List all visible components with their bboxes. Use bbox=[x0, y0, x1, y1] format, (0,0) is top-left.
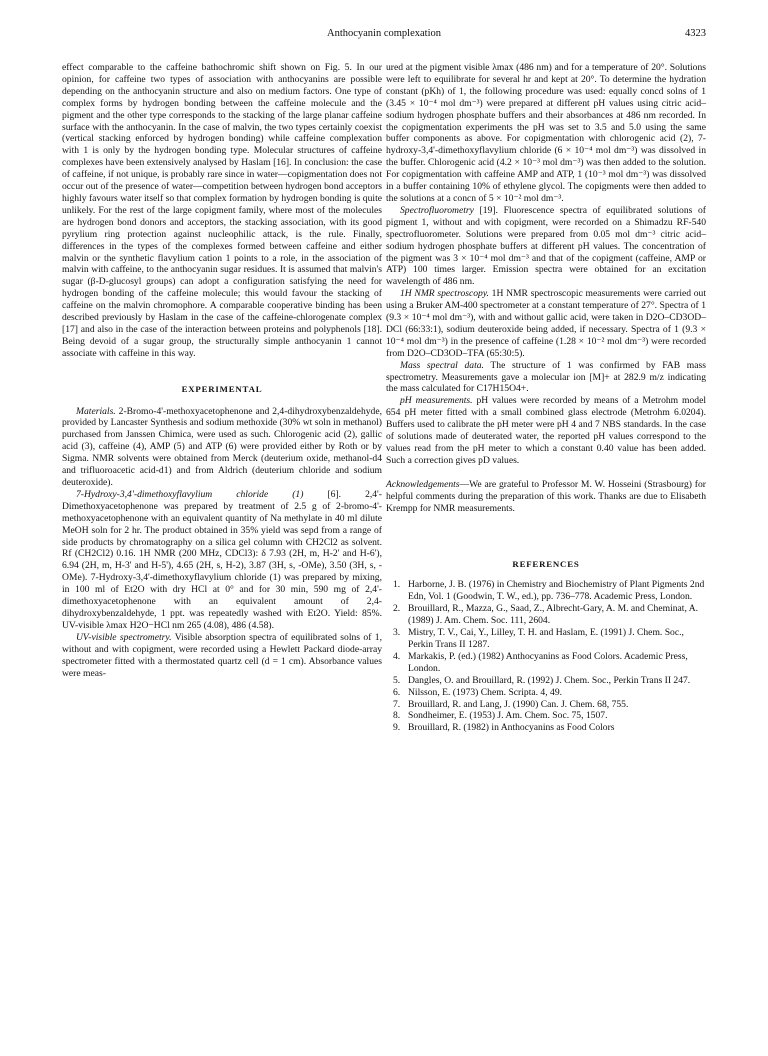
ph-lead: pH measurements. bbox=[400, 395, 473, 407]
reference-number: 5. bbox=[393, 674, 401, 686]
reference-text: Sondheimer, E. (1953) J. Am. Chem. Soc. 75, 1507. bbox=[408, 710, 608, 722]
right-column bbox=[386, 62, 706, 734]
reference-list bbox=[386, 579, 706, 734]
page-number: 4323 bbox=[685, 28, 706, 39]
materials-text: 2-Bromo-4'-methoxyacetophenone and 2,4-dihydroxybenzaldehyde, provided by Lancaster Synthesis and sodium methoxide (30% wt soln in methanol) purchased from Janssen Chimica, were used as such. Chlorogenic acid (2), gallic acid (3), caffeine (4), AMP (5) and ATP (6) were provided either by Roth or by Sigma. NMR solvents were obtained from Merck (deuterium oxide, methanol-d4 and trifluoroacetic acid-d1) and from Aldrich (deuterium chloride and sodium deuteroxide). bbox=[62, 405, 382, 488]
reference-number: 8. bbox=[393, 710, 401, 722]
reference-text: Nilsson, E. (1973) Chem. Scripta. 4, 49. bbox=[408, 686, 563, 698]
reference-item bbox=[386, 687, 706, 699]
experimental-heading: EXPERIMENTAL bbox=[181, 383, 263, 394]
reference-number: 1. bbox=[393, 579, 401, 591]
reference-number: 9. bbox=[393, 722, 401, 734]
discussion-paragraph: effect comparable to the caffeine bathochromic shift shown on Fig. 5. In our opinion, for caffeine two types of association with anthocyanins are possible depending on the anthocyanin structure and also on medium factors. One type of complex forms by hydrogen bonding between the caffeine molecule and the pigment and the other type corresponds to the stacking of the large planar caffeine surface with the anthocyanin. In the case of malvin, the two types certainly coexist (vertical stacking enforced by hydrogen bonding) while caffeine complexation with 1 is only by the hydrogen bonding type. Molecular structures of caffeine complexes have been extensively analysed by Haslam [16]. In conclusion: the case of caffeine, if not unique, is probably rare since in water—copigmentation does not occur out of the presence of water—competition between hydrogen bond acceptors highly favours water itself so that complex formation by hydrogen bonding is quite unlikely. For the rest of the large copigment family, where most of the molecules are hydrogen bond donors and acceptors, the stacking association, with its good pyrylium ring protection against nucleophilic attack, is the rule. Finally, differences in the types of the complexes formed between caffeine and either malvin or the synthetic flavylium cation 1 points to a role, in the association of malvin with caffeine, to the anthocyanin sugar residues. It is assumed that malvin's sugar (β-D-glucosyl groups) can adopt a configuration satisfying the need for hydrogen bonding of the caffeine molecule; this would favour the stacking of caffeine on the malvin chromophore. A comparable cooperative binding has been described previously by Haslam in the case of the caffeine-chlorogenate complex [17] and also in the case of the interaction between proteins and polyphenols [18]. Being devoid of a sugar group, the structurally simple anthocyanin 1 cannot associate with caffeine in this way. bbox=[62, 62, 382, 359]
reference-text: Brouillard, R. (1982) in Anthocyanins as Food Colors bbox=[408, 722, 615, 734]
acknowledgements-paragraph bbox=[386, 479, 706, 515]
reference-item bbox=[386, 710, 706, 722]
nmr-paragraph bbox=[386, 288, 706, 359]
reference-number: 6. bbox=[393, 686, 401, 698]
reference-text: Dangles, O. and Brouillard, R. (1992) J. Chem. Soc., Perkin Trans II 247. bbox=[408, 674, 691, 686]
running-header bbox=[62, 28, 706, 44]
fluorometry-lead: Spectrofluorometry bbox=[400, 204, 474, 216]
acknowledgements-text: —We are grateful to Professor M. W. Hosseini (Strasbourg) for helpful comments during the preparation of this work. Thanks are due to Elisabeth Krempp for NMR measurements. bbox=[386, 478, 706, 514]
reference-number: 7. bbox=[393, 698, 401, 710]
reference-number: 2. bbox=[393, 603, 401, 615]
uv-paragraph bbox=[62, 632, 382, 680]
acknowledgements-lead: Acknowledgements bbox=[386, 478, 460, 490]
uv-continuation-paragraph: ured at the pigment visible λmax (486 nm) and for a temperature of 20°. Solutions were left to equilibrate for several hr and kept at 20°. To determine the hydration constant (pKh) of 1, the following procedure was used: equally concd solns of 1 (3.45 × 10⁻⁴ mol dm⁻³) were prepared at different pH values using citric acid–sodium hydrogen phosphate buffers and their absorbances at 486 nm recorded. In the copigmentation experiments the pH was set to 3.5 and 5.0 using the same buffer components as above. For copigmentation with chlorogenic acid (2), 7-hydroxy-3,4'-dimethoxyflavylium chloride (6 × 10⁻⁴ mol dm⁻³) was dissolved in the buffer. Chlorogenic acid (4.2 × 10⁻³ mol dm⁻³) was then added to the solution. For copigmentation with caffeine AMP and ATP, 1 (10⁻³ mol dm⁻³) was dissolved in a buffer containing 10% of ethylene glycol. The copigments were then added to the solutions at a concn of 5 × 10⁻² mol dm⁻³. bbox=[386, 62, 706, 204]
reference-item bbox=[386, 603, 706, 627]
nmr-text: 1H NMR spectroscopic measurements were carried out using a Bruker AM-400 spectrometer at a constant temperature of 27°. Spectra of 1 (9.3 × 10⁻⁴ mol dm⁻³), with and without gallic acid, were taken in D2O–CD3OD–DCl (66:33:1), sodium deuteroxide being added, if necessary. Spectra of 1 (9.3 × 10⁻⁴ mol dm⁻³) in the presence of caffeine (1.28 × 10⁻² mol dm⁻³) were recorded from D2O–CD3OD–TFA (65:30:5). bbox=[386, 288, 706, 359]
reference-number: 4. bbox=[393, 650, 401, 662]
reference-item bbox=[386, 675, 706, 687]
reference-item bbox=[386, 579, 706, 603]
uv-lead: UV-visible spectrometry. bbox=[76, 631, 172, 643]
references-heading: REFERENCES bbox=[512, 558, 580, 569]
fluorometry-paragraph bbox=[386, 205, 706, 288]
uv-text: Visible absorption spectra of equilibrated solns of 1, without and with copigment, were recorded using a Hewlett Packard diode-array spectrometer fitted with a thermostated quartz cell (d = 1 cm). Absorbance values were meas- bbox=[62, 631, 382, 679]
left-column bbox=[62, 62, 382, 679]
reference-item bbox=[386, 651, 706, 675]
materials-paragraph bbox=[62, 406, 382, 489]
reference-text: Markakis, P. (ed.) (1982) Anthocyanins as Food Colors. Academic Press, London. bbox=[408, 650, 688, 674]
reference-number: 3. bbox=[393, 627, 401, 639]
materials-lead: Materials. bbox=[76, 405, 116, 417]
reference-item bbox=[386, 699, 706, 711]
ph-paragraph bbox=[386, 395, 706, 466]
mass-paragraph bbox=[386, 360, 706, 396]
synthesis-paragraph bbox=[62, 489, 382, 632]
reference-text: Brouillard, R., Mazza, G., Saad, Z., Albrecht-Gary, A. M. and Cheminat, A. (1989) J. Am. Chem. Soc. 111, 2604. bbox=[408, 603, 699, 627]
synthesis-lead: 7-Hydroxy-3,4'-dimethoxyflavylium chloride (1) bbox=[76, 488, 304, 500]
mass-text: The structure of 1 was confirmed by FAB mass spectrometry. Measurements gave a molecular ion [M]+ at 282.9 m/z indicating the mass calculated for C17H15O4+. bbox=[386, 359, 706, 395]
reference-item bbox=[386, 627, 706, 651]
nmr-lead: 1H NMR spectroscopy. bbox=[400, 288, 489, 300]
reference-text: Mistry, T. V., Cai, Y., Lilley, T. H. and Haslam, E. (1991) J. Chem. Soc., Perkin Trans II 1287. bbox=[408, 627, 684, 650]
mass-lead: Mass spectral data. bbox=[400, 359, 484, 371]
reference-text: Harborne, J. B. (1976) in Chemistry and Biochemistry of Plant Pigments 2nd Edn, Vol. 1 (Goodwin, T. W., ed.), pp. 736–778. Academic Press, London. bbox=[408, 579, 705, 603]
reference-text: Brouillard, R. and Lang, J. (1990) Can. J. Chem. 68, 755. bbox=[408, 698, 629, 710]
synthesis-text: [6]. 2,4'-Dimethoxyacetophenone was prepared by treatment of 2.5 g of 2-bromo-4'-methoxyacetophenone with an equivalent quantity of Na methylate in 40 ml dilute MeOH soln for 2 hr. The product obtained in 35% yield was sepd from a range of side products by chromatography on a silica gel column with CH2Cl2 as solvent. Rf (CH2Cl2) 0.16. 1H NMR (200 MHz, CDCl3): δ 7.93 (2H, m, H-2' and H-6'), 6.94 (2H, m, H-3' and H-5'), 4.65 (2H, s, H-2), 3.87 (3H, s, -OMe), 3.50 (3H, s, -OMe). 7-Hydroxy-3,4'-dimethoxyflavylium chloride (1) was prepared by mixing, in 100 ml of Et2O with dry HCl at 0° and for 30 min, 590 mg of 2,4'-dimethoxyacetophenone with an equivalent amount of 2,4-dihydroxybenzaldehyde, 1 ppt. was repeatedly washed with Et2O. Yield: 85%. UV-visible λmax H2O−HCl nm 265 (4.08), 486 (4.58). bbox=[62, 488, 382, 631]
running-title: Anthocyanin complexation bbox=[326, 28, 441, 39]
reference-item bbox=[386, 722, 706, 734]
ph-text: pH values were recorded by means of a Metrohm model 654 pH meter fitted with a small combined glass electrode (Metrohm 6.0204). Buffers used to calibrate the pH meter were pH 4 and 7 NBS standards. In the case of solutions made of deuterated water, the reported pH values correspond to the values read from the pH meter to which a constant 0.40 value has been added. Such a correction gives pD values. bbox=[386, 395, 706, 466]
fluorometry-text: [19]. Fluorescence spectra of equilibrated solutions of pigment 1, without and with copigment, were recorded on a Shimadzu RF-540 spectrofluorometer. Solutions were prepared from 0.05 mol dm⁻³ citric acid–sodium hydrogen phosphate buffers at different pH values. The concentration of the pigment was 3 × 10⁻⁴ mol dm⁻³ and that of the copigment (caffeine, AMP or ATP) 100 times larger. Emission spectra were obtained for an excitation wavelength of 486 nm. bbox=[386, 204, 706, 288]
